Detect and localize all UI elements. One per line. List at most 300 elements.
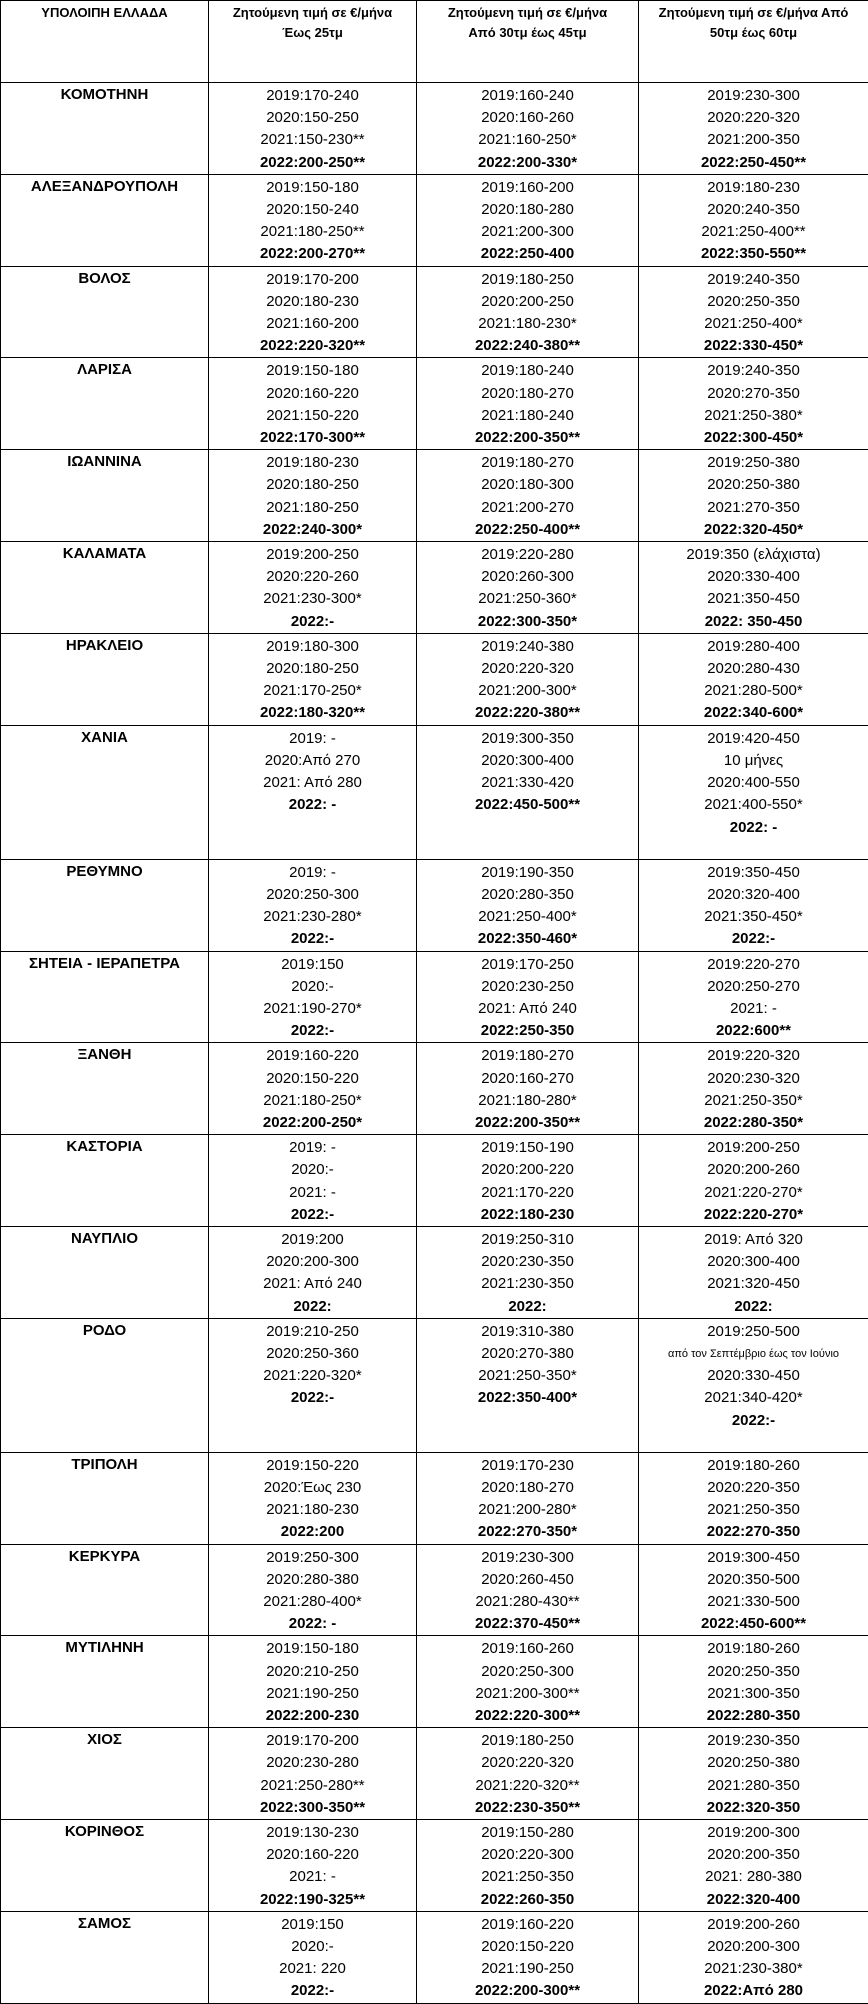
price-line: 2021:250-350 (419, 1866, 636, 1888)
price-line: 2022:200-350** (419, 427, 636, 449)
price-line: 2019: - (211, 728, 414, 750)
city-name: ΣΗΤΕΙΑ - ΙΕΡΑΠΕΤΡΑ (1, 951, 209, 1043)
price-line: 2019:420-450 (641, 728, 866, 750)
price-line: 2022:220-270* (641, 1204, 866, 1226)
price-cell (639, 725, 868, 859)
column-header-medium (417, 1, 639, 83)
price-line: 2022:200-250* (211, 1112, 414, 1134)
price-line: 2020:250-360 (211, 1343, 414, 1365)
price-line: 2019:250-310 (419, 1229, 636, 1251)
price-line: 2019:150 (211, 954, 414, 976)
price-line: 2021:180-230 (211, 1499, 414, 1521)
price-line: 2021: Από 240 (419, 998, 636, 1020)
price-line: 2020:200-220 (419, 1159, 636, 1181)
city-name: ΧΑΝΙΑ (1, 725, 209, 859)
price-line: 2021:230-350 (419, 1273, 636, 1295)
price-cell (417, 1318, 639, 1452)
price-line: 2021:280-500* (641, 680, 866, 702)
price-line: 2021:250-360* (419, 588, 636, 610)
price-line: 2020:180-280 (419, 199, 636, 221)
price-line: 2019:200-250 (641, 1137, 866, 1159)
price-line: 2020:220-350 (641, 1477, 866, 1499)
price-line: 2022:- (641, 1410, 866, 1432)
city-name: ΛΑΡΙΣΑ (1, 358, 209, 450)
price-line: 2020:210-250 (211, 1661, 414, 1683)
price-line: 2022:200-230 (211, 1705, 414, 1727)
price-line: 2022:250-350 (419, 1020, 636, 1042)
price-line: 2021:350-450* (641, 906, 866, 928)
price-line: 2019:180-240 (419, 360, 636, 382)
price-line: 2020:150-220 (211, 1068, 414, 1090)
price-line: 2019:350-450 (641, 862, 866, 884)
price-line: 2022:240-300* (211, 519, 414, 541)
price-cell (209, 1135, 417, 1227)
price-line: 2022:- (211, 611, 414, 633)
city-name: ΡΕΘΥΜΝΟ (1, 859, 209, 951)
price-cell (417, 266, 639, 358)
price-line: 2020:200-250 (419, 291, 636, 313)
price-line: 2019:170-250 (419, 954, 636, 976)
price-line: 2019:170-200 (211, 269, 414, 291)
price-line: 2020:260-450 (419, 1569, 636, 1591)
price-line: 2021:200-300** (419, 1683, 636, 1705)
price-line: 2019:230-350 (641, 1730, 866, 1752)
price-line: 2020:150-220 (419, 1936, 636, 1958)
price-line: 2020:160-220 (211, 383, 414, 405)
table-row (1, 859, 868, 951)
price-line: 2021:330-500 (641, 1591, 866, 1613)
price-cell (209, 450, 417, 542)
price-line: 2019:160-200 (419, 177, 636, 199)
price-line: 2021:330-420 (419, 772, 636, 794)
price-line: 2021: Από 240 (211, 1273, 414, 1295)
price-line: 2021:220-270* (641, 1182, 866, 1204)
price-line: 2021:340-420* (641, 1387, 866, 1409)
price-cell (639, 859, 868, 951)
price-line: 2020:180-270 (419, 1477, 636, 1499)
price-line: 2022:280-350 (641, 1705, 866, 1727)
price-line: 2022: - (211, 794, 414, 816)
price-line: 2019:200-260 (641, 1914, 866, 1936)
price-line: 2021:180-240 (419, 405, 636, 427)
price-line: 2020:Έως 230 (211, 1477, 414, 1499)
price-cell (209, 1318, 417, 1452)
price-line: 2022:370-450** (419, 1613, 636, 1635)
column-header-line: Ζητούμενη τιμή σε €/μήνα Από (641, 3, 866, 23)
price-line: 2021:180-250** (211, 221, 414, 243)
price-cell (417, 1452, 639, 1544)
price-line: 2020:250-380 (641, 474, 866, 496)
price-cell (209, 951, 417, 1043)
price-line: 2020:250-300 (211, 884, 414, 906)
price-cell (209, 633, 417, 725)
price-line: 2020:180-250 (211, 474, 414, 496)
price-cell (417, 1226, 639, 1318)
city-name: ΚΑΣΤΟΡΙΑ (1, 1135, 209, 1227)
price-line: 2021:230-300* (211, 588, 414, 610)
price-line: 2022:300-350** (211, 1797, 414, 1819)
price-cell (639, 1452, 868, 1544)
price-line: 2020:160-220 (211, 1844, 414, 1866)
city-name: ΙΩΑΝΝΙΝΑ (1, 450, 209, 542)
price-cell (639, 266, 868, 358)
price-line: 2021:250-380* (641, 405, 866, 427)
price-line: 2019:150-180 (211, 177, 414, 199)
price-line: 2020:- (211, 976, 414, 998)
price-line: 2019:240-380 (419, 636, 636, 658)
price-cell (417, 1043, 639, 1135)
region-header: ΥΠΟΛΟΙΠΗ ΕΛΛΑΔΑ (1, 1, 209, 83)
price-line: 2019:130-230 (211, 1822, 414, 1844)
price-cell (417, 725, 639, 859)
price-line: 2020:180-250 (211, 658, 414, 680)
price-line: 2020:280-430 (641, 658, 866, 680)
price-cell (209, 542, 417, 634)
price-cell (417, 174, 639, 266)
price-line: 2019:170-240 (211, 85, 414, 107)
price-line: 2020:330-400 (641, 566, 866, 588)
price-line: 2019:150-180 (211, 1638, 414, 1660)
table-row (1, 1728, 868, 1820)
price-cell (639, 1636, 868, 1728)
price-cell (639, 83, 868, 175)
price-line: 2020:230-250 (419, 976, 636, 998)
price-line: 2022: 350-450 (641, 611, 866, 633)
price-cell (417, 1135, 639, 1227)
price-line: 2020:220-320 (641, 107, 866, 129)
price-cell (639, 450, 868, 542)
city-name: ΡΟΔΟ (1, 1318, 209, 1452)
price-line: 2022:280-350* (641, 1112, 866, 1134)
price-cell (417, 859, 639, 951)
price-line: 2021:180-250* (211, 1090, 414, 1112)
price-line: 2022:220-380** (419, 702, 636, 724)
price-line: 2020:200-300 (211, 1251, 414, 1273)
price-line: 2020:300-400 (419, 750, 636, 772)
column-header-line: 50τμ έως 60τμ (641, 23, 866, 43)
price-line: 2020:240-350 (641, 199, 866, 221)
price-line: 2019:150-220 (211, 1455, 414, 1477)
column-header-line: Ζητούμενη τιμή σε €/μήνα (419, 3, 636, 23)
price-line: 2022:200-270** (211, 243, 414, 265)
price-line: 2022:350-550** (641, 243, 866, 265)
price-line: 2019:150-280 (419, 1822, 636, 1844)
price-line: 2019:200-300 (641, 1822, 866, 1844)
price-line: 2019:180-270 (419, 1045, 636, 1067)
price-line: 2021:200-280* (419, 1499, 636, 1521)
city-name: ΝΑΥΠΛΙΟ (1, 1226, 209, 1318)
price-line: 2021:320-450 (641, 1273, 866, 1295)
price-line: 2022:350-400* (419, 1387, 636, 1409)
table-row (1, 266, 868, 358)
price-cell (417, 951, 639, 1043)
price-line: 2019:160-240 (419, 85, 636, 107)
price-line: 2021:280-350 (641, 1775, 866, 1797)
price-line: 2020:150-250 (211, 107, 414, 129)
price-line: 2022:250-400 (419, 243, 636, 265)
price-line: 2019:300-450 (641, 1547, 866, 1569)
price-line: 2020:270-380 (419, 1343, 636, 1365)
price-line: 2019:180-260 (641, 1455, 866, 1477)
price-line: 2021:250-400** (641, 221, 866, 243)
price-line: 2021:150-220 (211, 405, 414, 427)
price-cell (417, 1820, 639, 1912)
price-line: 2019:240-350 (641, 360, 866, 382)
price-cell (417, 542, 639, 634)
price-line: 2020:260-300 (419, 566, 636, 588)
price-line: 2021: - (641, 998, 866, 1020)
table-body (1, 83, 868, 2004)
price-cell (209, 1636, 417, 1728)
price-line: 2020:180-270 (419, 383, 636, 405)
table-row (1, 1226, 868, 1318)
price-line: 2020:- (211, 1159, 414, 1181)
price-line: 2020:350-500 (641, 1569, 866, 1591)
price-line: 2020:160-270 (419, 1068, 636, 1090)
price-line: 2019: - (211, 1137, 414, 1159)
price-line: 2022:200-250** (211, 152, 414, 174)
table-row (1, 1820, 868, 1912)
price-line: 2022:- (211, 1020, 414, 1042)
price-line: 2020:250-270 (641, 976, 866, 998)
price-cell (417, 1911, 639, 2003)
price-line: 2021:220-320** (419, 1775, 636, 1797)
price-line: 2022: (641, 1296, 866, 1318)
city-name: ΚΟΜΟΤΗΝΗ (1, 83, 209, 175)
price-line: 2021:160-250* (419, 129, 636, 151)
price-line: 2022:- (211, 1387, 414, 1409)
table-row (1, 1043, 868, 1135)
price-line: 2022:Από 280 (641, 1980, 866, 2002)
price-line: 2021:230-380* (641, 1958, 866, 1980)
price-line: 2021:280-400* (211, 1591, 414, 1613)
price-line: 2021:250-350 (641, 1499, 866, 1521)
price-line: 2021:250-280** (211, 1775, 414, 1797)
price-line: 2019:250-500 (641, 1321, 866, 1343)
column-header-small (209, 1, 417, 83)
price-line: 2022:320-400 (641, 1889, 866, 1911)
price-cell (209, 1043, 417, 1135)
price-cell (639, 1911, 868, 2003)
price-cell (639, 358, 868, 450)
price-line: 2019:220-320 (641, 1045, 866, 1067)
price-cell (209, 725, 417, 859)
price-line: 2022:600** (641, 1020, 866, 1042)
city-name: ΣΑΜΟΣ (1, 1911, 209, 2003)
price-cell (639, 1820, 868, 1912)
price-line: 2022:220-320** (211, 335, 414, 357)
price-line: 2022:200 (211, 1521, 414, 1543)
price-line: 2020:280-380 (211, 1569, 414, 1591)
price-line: 2022:330-450* (641, 335, 866, 357)
price-line: 2019:230-300 (419, 1547, 636, 1569)
price-line: 2022:260-350 (419, 1889, 636, 1911)
price-line: 2021:280-430** (419, 1591, 636, 1613)
price-line: από τον Σεπτέμβριο έως τον Ιούνιο (641, 1343, 866, 1365)
price-line: 2019:170-200 (211, 1730, 414, 1752)
price-line: 2021:230-280* (211, 906, 414, 928)
price-line: 2022:320-350 (641, 1797, 866, 1819)
price-line: 2021: 280-380 (641, 1866, 866, 1888)
price-cell (209, 174, 417, 266)
column-header-large (639, 1, 868, 83)
price-line: 2020:250-300 (419, 1661, 636, 1683)
price-cell (639, 1135, 868, 1227)
table-row (1, 174, 868, 266)
price-line: 2020:250-350 (641, 291, 866, 313)
price-line: 2022:240-380** (419, 335, 636, 357)
price-line: 2019:160-220 (419, 1914, 636, 1936)
price-line: 2020:Από 270 (211, 750, 414, 772)
price-cell (209, 1728, 417, 1820)
price-line: 2021:180-250 (211, 497, 414, 519)
price-line: 2020:400-550 (641, 772, 866, 794)
price-line: 2019:300-350 (419, 728, 636, 750)
price-cell (639, 1318, 868, 1452)
price-line: 2021:250-350* (641, 1090, 866, 1112)
price-line: 2021:150-230** (211, 129, 414, 151)
price-cell (639, 1043, 868, 1135)
price-line: 2021:170-220 (419, 1182, 636, 1204)
price-line: 2022:180-320** (211, 702, 414, 724)
price-line: 2020:180-300 (419, 474, 636, 496)
price-line: 2022:230-350** (419, 1797, 636, 1819)
price-line: 2020:280-350 (419, 884, 636, 906)
price-line: 2022:- (211, 1980, 414, 2002)
price-line: 2019:150 (211, 1914, 414, 1936)
price-cell (639, 174, 868, 266)
price-cell (209, 266, 417, 358)
table-header (1, 1, 868, 83)
price-line: 2019:190-350 (419, 862, 636, 884)
header-row (1, 1, 868, 83)
price-line: 2021:190-270* (211, 998, 414, 1020)
price-line: 2022: (211, 1296, 414, 1318)
city-name: ΞΑΝΘΗ (1, 1043, 209, 1135)
price-cell (639, 1728, 868, 1820)
price-line: 2019:180-260 (641, 1638, 866, 1660)
city-name: ΚΟΡΙΝΘΟΣ (1, 1820, 209, 1912)
price-cell (639, 542, 868, 634)
price-cell (639, 633, 868, 725)
price-line: 2022:- (641, 928, 866, 950)
price-line: 2021:190-250 (211, 1683, 414, 1705)
price-line: 2019:220-280 (419, 544, 636, 566)
price-line: 2020:220-320 (419, 658, 636, 680)
price-line: 2020:250-350 (641, 1661, 866, 1683)
price-line: 2022: - (211, 1613, 414, 1635)
price-line: 2022:300-350* (419, 611, 636, 633)
price-line: 2019:280-400 (641, 636, 866, 658)
table-row (1, 1318, 868, 1452)
price-line: 2020:160-260 (419, 107, 636, 129)
price-line: 2019:230-300 (641, 85, 866, 107)
price-line: 2020:300-400 (641, 1251, 866, 1273)
table-row (1, 951, 868, 1043)
price-line: 2019:180-250 (419, 1730, 636, 1752)
price-line: 2020:230-320 (641, 1068, 866, 1090)
price-cell (639, 951, 868, 1043)
price-line: 2022:250-400** (419, 519, 636, 541)
price-cell (417, 83, 639, 175)
table-row (1, 83, 868, 175)
price-line: 2019:170-230 (419, 1455, 636, 1477)
price-line: 2022:320-450* (641, 519, 866, 541)
table-row (1, 542, 868, 634)
price-line: 2019:250-300 (211, 1547, 414, 1569)
price-cell (209, 859, 417, 951)
price-line: 2022:- (211, 1204, 414, 1226)
price-cell (209, 1820, 417, 1912)
price-line: 2022:350-460* (419, 928, 636, 950)
column-header-line: Ζητούμενη τιμή σε €/μήνα (211, 3, 414, 23)
price-line: 2020:270-350 (641, 383, 866, 405)
price-line: 2019:180-250 (419, 269, 636, 291)
price-cell (639, 1226, 868, 1318)
table-row (1, 725, 868, 859)
table-row (1, 358, 868, 450)
table-row (1, 1636, 868, 1728)
price-line: 2021:200-350 (641, 129, 866, 151)
city-name: ΑΛΕΞΑΝΔΡΟΥΠΟΛΗ (1, 174, 209, 266)
price-line: 2022:200-350** (419, 1112, 636, 1134)
table-row (1, 1911, 868, 2003)
price-line: 2022:170-300** (211, 427, 414, 449)
price-line: 2021: - (211, 1182, 414, 1204)
price-line: 2019: Από 320 (641, 1229, 866, 1251)
price-line: 2020:200-350 (641, 1844, 866, 1866)
price-line: 10 μήνες (641, 750, 866, 772)
price-line: 2020:200-260 (641, 1159, 866, 1181)
city-name: ΜΥΤΙΛΗΝΗ (1, 1636, 209, 1728)
table-row (1, 450, 868, 542)
price-cell (209, 1452, 417, 1544)
price-line: 2019: - (211, 862, 414, 884)
price-line: 2021:250-350* (419, 1365, 636, 1387)
price-line: 2021:160-200 (211, 313, 414, 335)
price-line: 2021:200-300 (419, 221, 636, 243)
price-line: 2020:- (211, 1936, 414, 1958)
table-row (1, 1135, 868, 1227)
price-line: 2020:230-350 (419, 1251, 636, 1273)
price-line: 2020:220-320 (419, 1752, 636, 1774)
price-line: 2022:200-300** (419, 1980, 636, 2002)
price-line: 2020:330-450 (641, 1365, 866, 1387)
price-line: 2021:270-350 (641, 497, 866, 519)
city-name: ΤΡΙΠΟΛΗ (1, 1452, 209, 1544)
price-line: 2022:450-600** (641, 1613, 866, 1635)
price-cell (209, 1911, 417, 2003)
price-line: 2019:180-230 (641, 177, 866, 199)
price-line: 2020:150-240 (211, 199, 414, 221)
price-line: 2019:310-380 (419, 1321, 636, 1343)
price-line: 2019:250-380 (641, 452, 866, 474)
price-line: 2020:200-300 (641, 1936, 866, 1958)
price-line: 2022:- (211, 928, 414, 950)
price-cell (417, 1728, 639, 1820)
price-cell (209, 1544, 417, 1636)
price-line: 2019:160-220 (211, 1045, 414, 1067)
price-line: 2021:190-250 (419, 1958, 636, 1980)
price-line: 2019:210-250 (211, 1321, 414, 1343)
price-line: 2021:400-550* (641, 794, 866, 816)
price-line: 2022:180-230 (419, 1204, 636, 1226)
price-line: 2019:150-180 (211, 360, 414, 382)
price-cell (417, 1544, 639, 1636)
price-cell (417, 450, 639, 542)
price-line: 2019:200 (211, 1229, 414, 1251)
price-line: 2022:200-330* (419, 152, 636, 174)
